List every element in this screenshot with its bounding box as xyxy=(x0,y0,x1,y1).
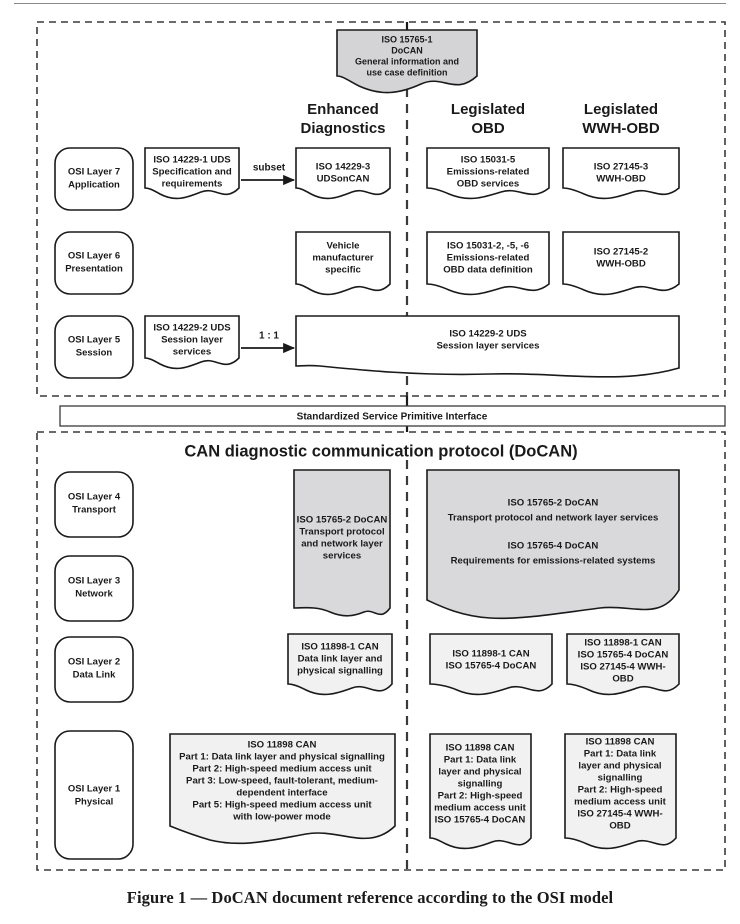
doc-line: Vehicle xyxy=(326,240,360,252)
doc-line: ISO 11898-1 CAN xyxy=(584,637,662,649)
osi-layer-3-box xyxy=(55,556,133,621)
doc-vehicle-manufacturer-specific xyxy=(296,232,390,294)
doc-line: and network layer xyxy=(301,538,383,550)
doc-line: General information and xyxy=(354,56,460,67)
arrow-label: 1 : 1 xyxy=(258,330,280,342)
doc-line: ISO 15765-4 DoCAN xyxy=(577,649,669,661)
doc-line: ISO 27145-2 xyxy=(593,246,649,258)
osi-label-line: OSI Layer 6 xyxy=(67,250,121,262)
osi-layer-7-box xyxy=(55,148,133,210)
osi-label-line: Presentation xyxy=(65,263,123,275)
osi-label-line: Application xyxy=(68,179,120,191)
osi-label-line: OSI Layer 2 xyxy=(67,656,121,668)
doc-line: Emissions-related xyxy=(446,166,530,178)
doc-line: layer and physical xyxy=(578,760,662,772)
doc-line: signalling xyxy=(457,778,503,790)
header-line: Legislated xyxy=(450,100,526,118)
doc-line: ISO 14229-2 UDS xyxy=(449,328,527,340)
band-label: Standardized Service Primitive Interface xyxy=(296,411,488,423)
doc-line: ISO 15765-2 DoCAN xyxy=(507,497,599,509)
doc-line: ISO 11898-1 CAN xyxy=(452,648,530,660)
doc-datalink-mid xyxy=(430,634,552,694)
doc-line: Transport protocol and network layer services xyxy=(447,512,659,524)
doc-line: Session layer services xyxy=(436,340,540,352)
arrow-label: subset xyxy=(252,162,286,174)
doc-datalink-right xyxy=(567,634,679,694)
figure-caption: Figure 1 — DoCAN document reference according to the OSI model xyxy=(126,888,614,907)
doc-line: layer and physical xyxy=(438,766,522,778)
doc-line: with low-power mode xyxy=(233,811,331,823)
doc-line: Part 1: Data link xyxy=(443,754,517,766)
doc-line: Transport protocol xyxy=(299,526,385,538)
doc-line: ISO 15765-1 xyxy=(381,34,433,45)
doc-line: DoCAN xyxy=(391,45,423,56)
doc-line: Emissions-related xyxy=(446,252,530,264)
doc-iso14229-3-udsoncan xyxy=(296,148,390,198)
doc-iso15765-1 xyxy=(337,30,477,93)
doc-iso27145-2 xyxy=(563,232,679,294)
doc-physical-right xyxy=(565,734,676,848)
doc-line: UDSonCAN xyxy=(316,173,370,185)
doc-line: OBD xyxy=(609,820,631,832)
doc-line: Part 2: High-speed medium access unit xyxy=(192,763,372,775)
doc-line: OBD services xyxy=(456,178,520,190)
osi-label-line: Session xyxy=(75,347,113,359)
doc-line: medium access unit xyxy=(574,796,666,808)
doc-line: Session layer xyxy=(161,334,223,346)
doc-line: ISO 27145-3 xyxy=(593,161,649,173)
osi-label-line: OSI Layer 4 xyxy=(67,491,121,503)
doc-line: ISO 15765-4 DoCAN xyxy=(445,660,537,672)
doc-line: ISO 14229-1 UDS xyxy=(153,154,231,166)
doc-datalink-left xyxy=(288,634,392,694)
osi-layer-2-box xyxy=(55,637,133,702)
doc-line: OBD data definition xyxy=(443,264,533,276)
doc-line: OBD xyxy=(612,673,634,685)
doc-line: ISO 11898 CAN xyxy=(247,739,317,751)
doc-line: Part 3: Low-speed, fault-tolerant, medium- xyxy=(186,775,378,787)
doc-line: Part 5: High-speed medium access unit xyxy=(192,799,372,811)
doc-line: Part 2: High-speed xyxy=(437,790,523,802)
doc-line: Specification and xyxy=(152,166,232,178)
osi-layer-5-box xyxy=(55,316,133,378)
column-header-legislated-wwh-obd xyxy=(582,101,660,137)
doc-line: services xyxy=(322,550,362,562)
doc-line: ISO 14229-3 xyxy=(315,161,371,173)
docan-section-title: CAN diagnostic communication protocol (DoCAN) xyxy=(184,442,578,461)
header-line: Legislated xyxy=(583,100,659,118)
osi-label-line: Data Link xyxy=(72,669,116,681)
doc-line: ISO 27145-4 WWH- xyxy=(580,661,666,673)
doc-line: ISO 15765-4 DoCAN xyxy=(507,540,599,552)
header-line: Enhanced xyxy=(307,100,379,118)
doc-physical-mid xyxy=(430,734,531,848)
doc-line: ISO 15765-2 DoCAN xyxy=(296,514,388,526)
doc-line: Requirements for emissions-related systems xyxy=(450,555,656,567)
column-header-enhanced-diagnostics xyxy=(300,101,385,137)
doc-line: ISO 27145-4 WWH- xyxy=(577,808,663,820)
doc-line: medium access unit xyxy=(434,802,526,814)
doc-line: Part 1: Data link layer and physical signalling xyxy=(179,751,385,763)
osi-label-line: OSI Layer 3 xyxy=(67,575,121,587)
doc-line: physical signalling xyxy=(297,665,383,677)
doc-iso14229-2-uds-wide xyxy=(296,316,679,377)
doc-line: Part 1: Data link xyxy=(583,748,657,760)
doc-iso15031-2 xyxy=(427,232,549,294)
doc-line: WWH-OBD xyxy=(596,258,646,270)
doc-line: ISO 11898 CAN xyxy=(445,742,515,754)
doc-line: services xyxy=(172,346,212,358)
doc-iso27145-3 xyxy=(563,148,679,198)
doc-line: WWH-OBD xyxy=(596,173,646,185)
doc-line: ISO 15031-5 xyxy=(460,154,516,166)
osi-label-line: Network xyxy=(75,588,113,600)
column-header-legislated-obd xyxy=(451,101,525,137)
arrow-one-to-one xyxy=(241,331,294,348)
osi-layer-1-box xyxy=(55,731,133,859)
header-line: OBD xyxy=(471,119,505,137)
osi-label-line: Physical xyxy=(74,796,114,808)
doc-line: manufacturer xyxy=(312,252,374,264)
doc-iso15765-2-4-docan-wide xyxy=(427,470,679,618)
osi-layer-4-box xyxy=(55,472,133,537)
doc-line: Part 2: High-speed xyxy=(577,784,663,796)
doc-line: specific xyxy=(325,264,361,276)
header-line: WWH-OBD xyxy=(582,119,660,137)
doc-iso14229-2-uds-small xyxy=(145,316,239,368)
osi-label-line: OSI Layer 7 xyxy=(67,166,121,178)
arrow-subset xyxy=(241,163,294,180)
osi-label-line: OSI Layer 5 xyxy=(67,334,121,346)
doc-line: dependent interface xyxy=(236,787,328,799)
doc-line: ISO 15765-4 DoCAN xyxy=(434,814,526,826)
doc-line: ISO 15031-2, -5, -6 xyxy=(446,240,530,252)
doc-line: Data link layer and xyxy=(297,653,383,665)
doc-line: ISO 11898-1 CAN xyxy=(301,641,379,653)
osi-label-line: Transport xyxy=(72,504,116,516)
doc-line: requirements xyxy=(161,178,223,190)
osi-label-line: OSI Layer 1 xyxy=(67,783,121,795)
osi-layer-6-box xyxy=(55,232,133,294)
doc-iso15031-5 xyxy=(427,148,549,198)
doc-line: signalling xyxy=(597,772,643,784)
doc-line: ISO 11898 CAN xyxy=(585,736,655,748)
doc-physical-left xyxy=(170,734,395,843)
standardized-service-primitive-interface-band xyxy=(60,406,725,426)
doc-line: ISO 14229-2 UDS xyxy=(153,322,231,334)
doc-line: use case definition xyxy=(366,67,448,78)
header-line: Diagnostics xyxy=(300,119,386,137)
doc-iso15765-2-docan-left xyxy=(294,470,390,616)
doc-iso14229-1-uds xyxy=(145,148,239,198)
